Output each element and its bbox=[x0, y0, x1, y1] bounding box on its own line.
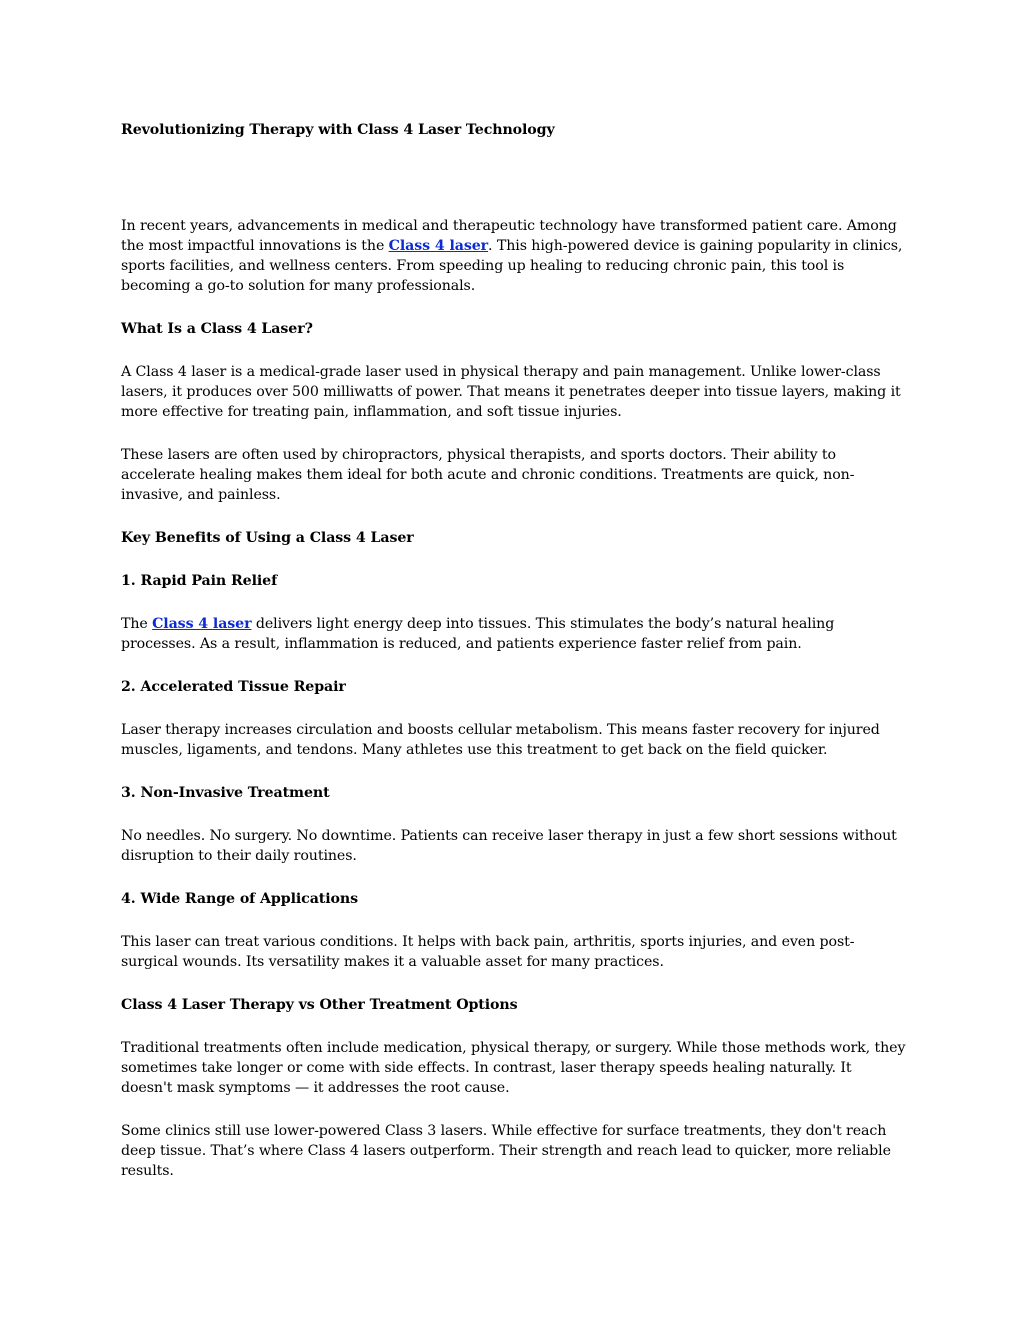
heading-benefit-4: 4. Wide Range of Applications bbox=[121, 891, 358, 907]
heading-benefit-3: 3. Non-Invasive Treatment bbox=[121, 785, 330, 801]
heading-benefit-1: 1. Rapid Pain Relief bbox=[121, 573, 278, 589]
heading-vs-other-options: Class 4 Laser Therapy vs Other Treatment Options bbox=[121, 997, 518, 1013]
heading-what-is: What Is a Class 4 Laser? bbox=[121, 321, 313, 337]
vs-paragraph-1: Traditional treatments often include medication, physical therapy, or surgery. While those methods work, they sometimes take longer or come with side effects. In contrast, laser therapy speeds healing naturally. It doesn't mask symptoms — it addresses the root cause. bbox=[121, 1040, 906, 1096]
class-4-laser-link[interactable]: Class 4 laser bbox=[388, 238, 489, 254]
vs-paragraph-2: Some clinics still use lower-powered Class 3 lasers. While effective for surface treatments, they don't reach deep tissue. That’s where Class 4 lasers outperform. Their strength and reach lead to quicker, more reliable results. bbox=[121, 1123, 891, 1179]
benefit-1-paragraph bbox=[121, 614, 906, 654]
benefit-2-paragraph: Laser therapy increases circulation and boosts cellular metabolism. This means faster recovery for injured muscles, ligaments, and tendons. Many athletes use this treatment to get back on the field quicker. bbox=[121, 722, 880, 758]
benefit-1-text-after-link: delivers light energy deep into tissues. This stimulates the body’s natural healing processes. As a result, inflammation is reduced, and patients experience faster relief from pain. bbox=[121, 616, 835, 652]
what-is-paragraph-2: These lasers are often used by chiropractors, physical therapists, and sports doctors. Their ability to accelerate healing makes them ideal for both acute and chronic conditions. Treatments are quick, non-invasive, and painless. bbox=[121, 447, 855, 503]
intro-paragraph bbox=[121, 216, 906, 296]
document-title: Revolutionizing Therapy with Class 4 Laser Technology bbox=[121, 122, 555, 138]
class-4-laser-link-2[interactable]: Class 4 laser bbox=[152, 616, 252, 632]
heading-benefit-2: 2. Accelerated Tissue Repair bbox=[121, 679, 346, 695]
intro-text-after-link: . This high-powered device is gaining popularity in clinics, sports facilities, and wellness centers. From speeding up healing to reducing chronic pain, this tool is becoming a go-to solution for many professionals. bbox=[121, 238, 903, 294]
benefit-4-paragraph: This laser can treat various conditions. It helps with back pain, arthritis, sports injuries, and even post-surgical wounds. Its versatility makes it a valuable asset for many practices. bbox=[121, 934, 855, 970]
benefit-3-paragraph: No needles. No surgery. No downtime. Patients can receive laser therapy in just a few short sessions without disruption to their daily routines. bbox=[121, 828, 897, 864]
heading-key-benefits: Key Benefits of Using a Class 4 Laser bbox=[121, 530, 414, 546]
benefit-1-text-before-link: The bbox=[121, 616, 153, 632]
intro-text-before-link: In recent years, advancements in medical and therapeutic technology have transformed patient care. Among the most impactful innovations is the bbox=[121, 218, 897, 254]
document-page bbox=[121, 119, 906, 1204]
what-is-paragraph-1: A Class 4 laser is a medical-grade laser used in physical therapy and pain management. Unlike lower-class lasers, it produces over 500 milliwatts of power. That means it penetrates deeper into tissue layers, making it more effective for treating pain, inflammation, and soft tissue injuries. bbox=[121, 364, 901, 420]
title-spacer bbox=[121, 141, 906, 216]
